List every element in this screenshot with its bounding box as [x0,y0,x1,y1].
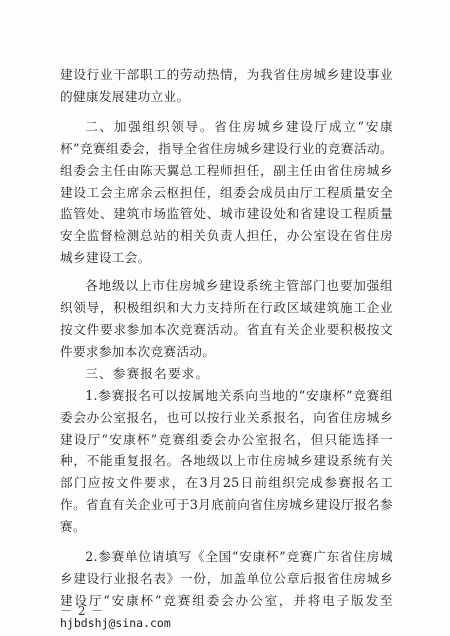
contact-email: hjbdshj@sina.com [60,615,171,630]
paragraph-registration-item-2 [60,546,393,635]
paragraph-local-departments: 各地级以上市住房城乡建设系统主管部门也要加强组织领导，积极组织和大力支持所在行政区域建筑施工企业按文件要求参加本次竞赛活动。省直有关企业要积极按文件要求参加本次竞赛活动。 [60,278,393,359]
paragraph-organization-leadership: 二、加强组织领导。省住房城乡建设厅成立“安康杯”竞赛组委会，指导全省住房城乡建设行业的竞赛活动。组委会主任由陈天翼总工程师担任，副主任由省住房城乡建设工会主席余云枢担任，组委会成员由厅工程质量安全监管处、建筑市场监管处、城市建设处和省建设工程质量安全监督检测总站的相关负责人担任，办公室设在省住房城乡建设工会。 [60,118,393,266]
registration-item-2-text: 2.参赛单位请填写《全国“安康杯”竞赛广东省住房城乡建设行业报名表》一份，加盖单位公章后报省住房城乡建设厅“安康杯”竞赛组委会办公室，并将电子版发至 [60,549,393,608]
document-body [60,64,393,635]
paragraph-registration-item-1: 1.参赛报名可以按属地关系向当地的“安康杯”竞赛组委会办公室报名，也可以按行业关系报名，向省住房城乡建设厅“安康杯”竞赛组委会办公室报名，但只能选择一种，不能重复报名。各地级以上市住房城乡建设系统有关部门应按文件要求，在3月25日前组织完成参赛报名工作。省直有关企业可于3月底前向省住房城乡建设厅报名参赛。 [60,387,393,535]
section-heading-registration: 三、参赛报名要求。 [85,365,210,381]
page-number: － 2 － [60,604,105,618]
paragraph-closing-sentence: 建设行业干部职工的劳动热情，为我省住房城乡建设事业的健康发展建功立业。 [60,67,393,104]
